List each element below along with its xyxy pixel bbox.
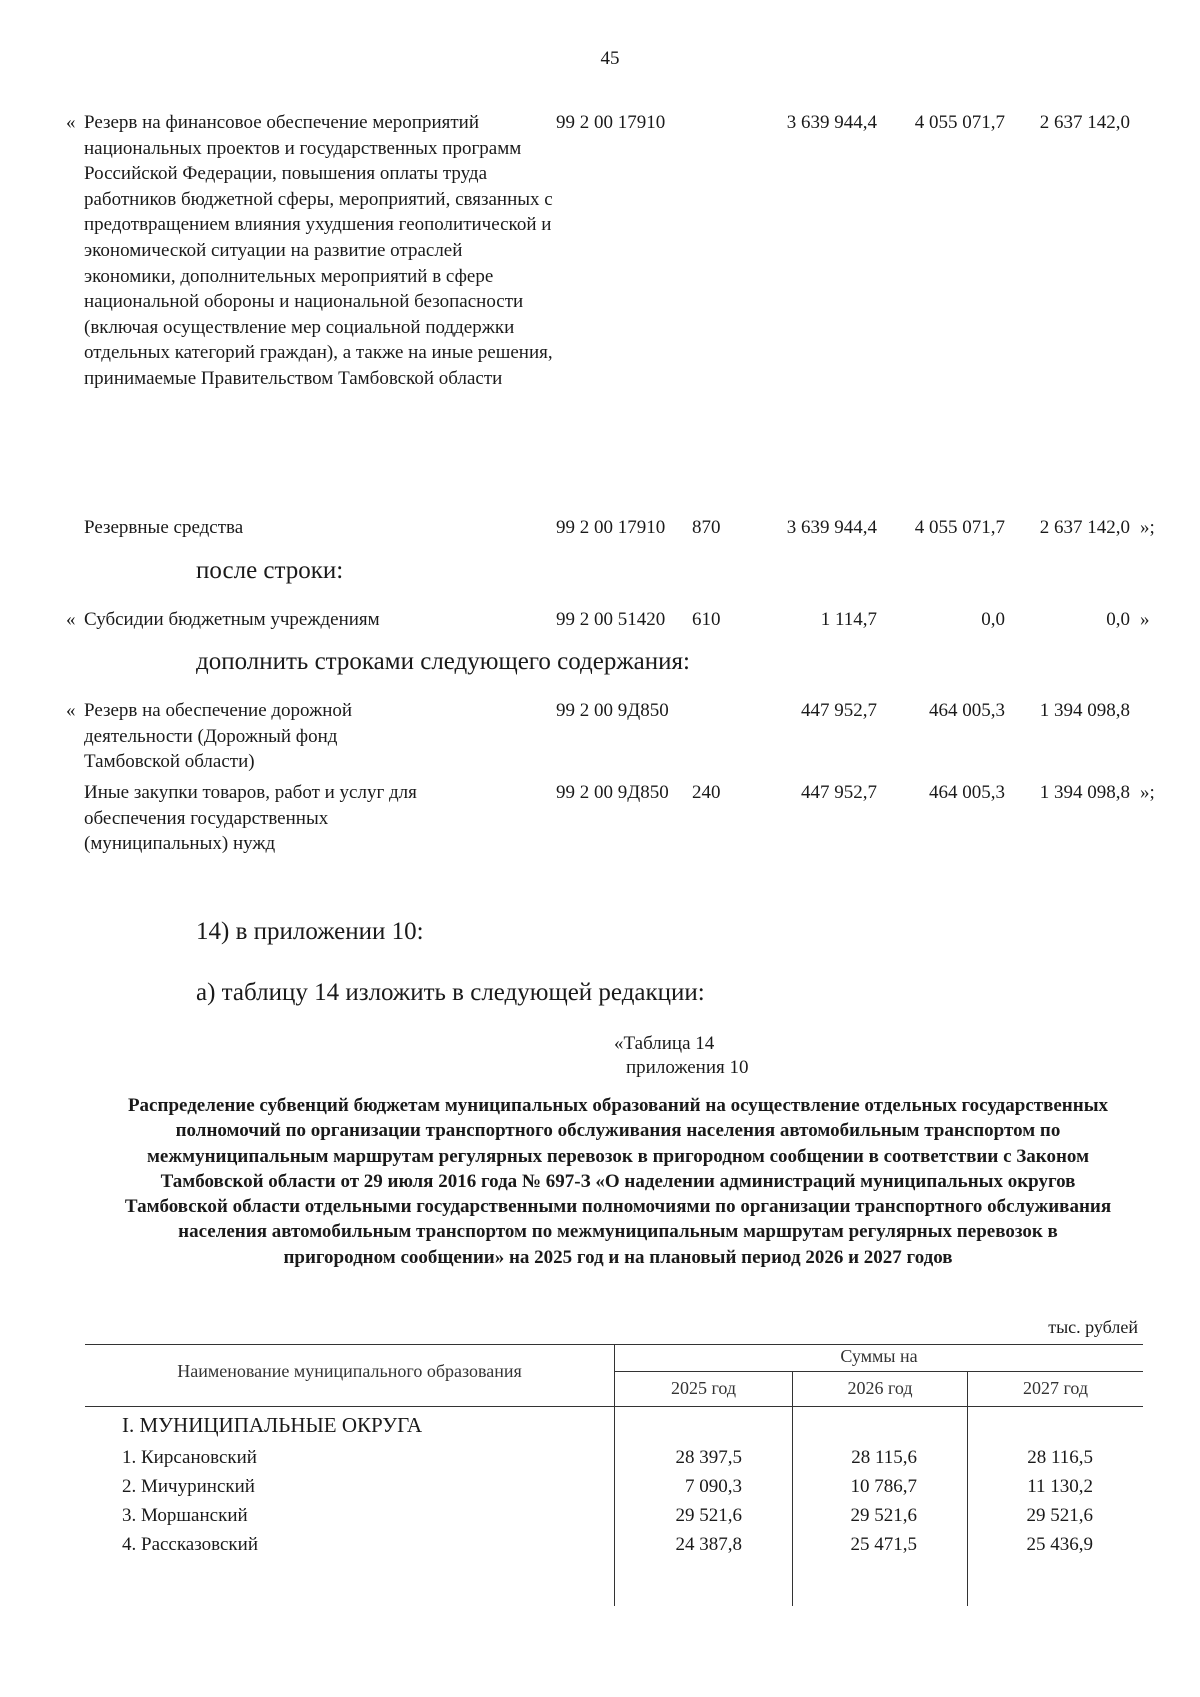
budget-row-type: 610 <box>692 609 721 630</box>
unit-label: тыс. рублей <box>1048 1317 1138 1337</box>
row-value-2025: 29 521,6 <box>675 1505 742 1526</box>
row-name: 4. Рассказовский <box>122 1534 258 1555</box>
budget-row-name: Резерв на обеспечение дорожной деятельности (Дорожный фонд Тамбовской области) <box>84 700 353 773</box>
row-value-2026: 29 521,6 <box>850 1505 917 1526</box>
budget-row-2025: 447 952,7 <box>801 700 877 721</box>
budget-row-code: 99 2 00 17910 <box>556 517 666 538</box>
table-column-divider <box>792 1371 793 1606</box>
budget-row-2025: 1 114,7 <box>820 609 877 630</box>
row-value-2027: 11 130,2 <box>1027 1476 1093 1497</box>
appendix-item: 14) в приложении 10: <box>196 918 424 945</box>
table-caption-line1: «Таблица 14 <box>614 1033 715 1054</box>
table-caption-line2: приложения 10 <box>626 1057 749 1078</box>
budget-row-2027: 1 394 098,8 <box>1039 700 1130 721</box>
row-value-2027: 25 436,9 <box>1026 1534 1093 1555</box>
closing-quote: »; <box>1140 782 1155 803</box>
row-value-2025: 28 397,5 <box>675 1447 742 1468</box>
budget-row-2027: 0,0 <box>1106 609 1130 630</box>
budget-row-name: Иные закупки товаров, работ и услуг для обеспечения государственных (муниципальных) нужд <box>84 782 417 855</box>
budget-row-type: 870 <box>692 517 721 538</box>
header-year-2027: 2027 год <box>1022 1378 1089 1398</box>
header-name: Наименование муниципального образования <box>177 1361 522 1381</box>
section-heading: I. МУНИЦИПАЛЬНЫЕ ОКРУГА <box>122 1413 423 1437</box>
budget-row-code: 99 2 00 51420 <box>556 609 666 630</box>
table-caption <box>614 1032 748 1080</box>
row-value-2027: 29 521,6 <box>1026 1505 1093 1526</box>
row-value-2025: 7 090,3 <box>685 1476 742 1497</box>
row-name: 3. Моршанский <box>122 1505 248 1526</box>
table-header-divider <box>615 1371 1143 1372</box>
row-value-2026: 10 786,7 <box>850 1476 917 1497</box>
opening-quote: « <box>66 112 76 133</box>
row-value-2027: 28 116,5 <box>1027 1447 1093 1468</box>
row-name: 1. Кирсановский <box>122 1447 257 1468</box>
budget-row-2026: 464 005,3 <box>929 700 1005 721</box>
budget-row-code: 99 2 00 17910 <box>556 112 666 133</box>
budget-row-2027: 2 637 142,0 <box>1039 112 1130 133</box>
page-number: 45 <box>600 48 620 69</box>
budget-row-2026: 0,0 <box>981 609 1005 630</box>
row-value-2026: 28 115,6 <box>851 1447 917 1468</box>
budget-row-name: Резервные средства <box>84 517 244 538</box>
budget-row-type: 240 <box>692 782 721 803</box>
opening-quote: « <box>66 609 76 630</box>
header-year-2025: 2025 год <box>670 1378 737 1398</box>
row-name: 2. Мичуринский <box>122 1476 255 1497</box>
closing-quote: »; <box>1140 517 1155 538</box>
budget-row-2026: 4 055 071,7 <box>914 517 1005 538</box>
budget-row-name: Резерв на финансовое обеспечение мероприятий национальных проектов и государственных программ Российской Федерации, повышения оплаты труда работников бюджетной сферы, мероприятий, связанных с предотвращением влияния ухудшения геополитической и экономической ситуации на развитие отраслей экономики, дополнительных мероприятий в сфере национальной обороны и национальной безопасности (включая осуществление мер социальной поддержки отдельных категорий граждан), а также на иные решения, принимаемые Правительством Тамбовской области <box>84 112 553 389</box>
row-value-2026: 25 471,5 <box>850 1534 917 1555</box>
instruction-add-rows: дополнить строками следующего содержания: <box>196 648 690 675</box>
budget-row-name: Субсидии бюджетным учреждениям <box>84 609 380 630</box>
table-instruction-item: а) таблицу 14 изложить в следующей редакции: <box>196 979 705 1006</box>
header-sums: Суммы на <box>840 1346 918 1366</box>
budget-row-2027: 1 394 098,8 <box>1039 782 1130 803</box>
budget-row-2025: 3 639 944,4 <box>786 112 877 133</box>
budget-row-code: 99 2 00 9Д850 <box>556 782 669 803</box>
instruction-after-row: после строки: <box>196 557 344 584</box>
closing-quote: » <box>1140 609 1150 630</box>
document-title: Распределение субвенций бюджетам муниципальных образований на осуществление отдельных государственных полномочий по организации транспортного обслуживания населения автомобильным транспортом по межмуниципальным маршрутам регулярных перевозок в пригородном сообщении в соответствии с Законом Тамбовской области от 29 июля 2016 года № 697-З «О наделении администраций муниципальных округов Тамбовской области отдельными государственными полномочиями по организации транспортного обслуживания населения автомобильным транспортом по межмуниципальным маршрутам регулярных перевозок в пригородном сообщении» на 2025 год и на плановый период 2026 и 2027 годов <box>124 1095 1112 1268</box>
budget-row-code: 99 2 00 9Д850 <box>556 700 669 721</box>
budget-row-2025: 447 952,7 <box>801 782 877 803</box>
budget-row-2027: 2 637 142,0 <box>1039 517 1130 538</box>
table-column-divider <box>967 1371 968 1606</box>
row-value-2025: 24 387,8 <box>675 1534 742 1555</box>
header-year-2026: 2026 год <box>847 1378 913 1398</box>
budget-row-2026: 464 005,3 <box>929 782 1005 803</box>
opening-quote: « <box>66 700 76 721</box>
budget-row-2025: 3 639 944,4 <box>786 517 877 538</box>
budget-row-2026: 4 055 071,7 <box>914 112 1005 133</box>
